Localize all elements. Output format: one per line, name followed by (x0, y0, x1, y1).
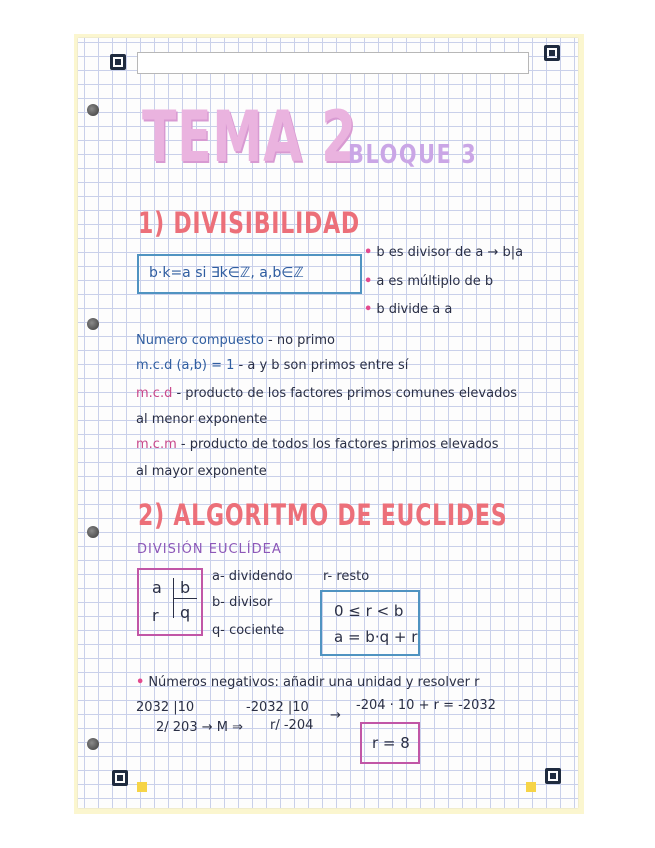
definition-text: - producto de todos los factores primos elevados (180, 437, 499, 452)
definition-continuation: al mayor exponente (136, 464, 267, 479)
definition-line (136, 386, 517, 401)
definition-term: m.c.m (136, 437, 177, 452)
definition-continuation: al menor exponente (136, 412, 268, 427)
page-subtitle: BLOQUE 3 (348, 140, 478, 170)
rules-box (320, 590, 420, 656)
corner-dot-icon (526, 782, 536, 792)
corner-dot-icon (137, 782, 147, 792)
formula-text: b·k=a si ∃k∈ℤ, a,b∈ℤ (149, 265, 304, 281)
definition-term: Numero compuesto (136, 333, 264, 348)
bullet-text: a es múltiplo de b (376, 274, 494, 289)
example-division: -2032 |10 (246, 700, 309, 715)
definition-term: m.c.d (136, 386, 173, 401)
example-division: 2032 |10 (136, 700, 195, 715)
legend-item: q- cociente (212, 623, 285, 638)
definition-text: - a y b son primos entre sí (238, 358, 409, 373)
division-a: a (152, 578, 162, 597)
bullet-item: • a es múltiplo de b (364, 274, 494, 289)
corner-marker-icon (112, 770, 128, 786)
example-division: r/ -204 (270, 718, 314, 733)
rule-text: a = b·q + r (334, 628, 418, 646)
definition-line (136, 358, 408, 373)
division-bar (173, 598, 197, 599)
punch-hole (87, 738, 99, 750)
arrow-icon: → (330, 708, 341, 723)
division-b: b (180, 578, 191, 597)
legend-item: b- divisor (212, 595, 273, 610)
note-line: • Números negativos: añadir una unidad y resolver r (136, 675, 480, 690)
definition-text: - producto de los factores primos comunes elevados (176, 386, 518, 401)
header-field (137, 52, 529, 74)
example-division: 2/ 203 → M ⇒ (156, 720, 243, 735)
resto-label: r- resto (323, 569, 370, 584)
division-r: r (152, 606, 159, 625)
corner-marker-icon (545, 768, 561, 784)
bullet-text: b es divisor de a → b|a (376, 245, 524, 260)
corner-marker-icon (544, 45, 560, 61)
section-heading-euclides: 2) ALGORITMO DE EUCLIDES (138, 498, 508, 532)
page-title: TEMA 2 (142, 96, 357, 178)
punch-hole (87, 318, 99, 330)
bullet-text: b divide a a (376, 302, 453, 317)
corner-marker-icon (110, 54, 126, 70)
definition-text: - no primo (268, 333, 335, 348)
definition-line (136, 437, 499, 452)
division-q: q (180, 603, 191, 622)
definition-line (136, 333, 335, 348)
answer-text: r = 8 (372, 734, 410, 752)
rule-text: 0 ≤ r < b (334, 602, 404, 620)
division-box (137, 568, 203, 636)
punch-hole (87, 526, 99, 538)
section-heading-divisibilidad: 1) DIVISIBILIDAD (138, 206, 360, 240)
example-equation: -204 · 10 + r = -2032 (356, 698, 496, 713)
legend-item: a- dividendo (212, 569, 293, 584)
definition-term: m.c.d (a,b) = 1 (136, 358, 235, 373)
note-text: Números negativos: añadir una unidad y resolver r (148, 675, 480, 690)
bullet-item: • b divide a a (364, 302, 453, 317)
subheading: DIVISIÓN EUCLÍDEA (137, 542, 282, 557)
bullet-item: • b es divisor de a → b|a (364, 245, 524, 260)
punch-hole (87, 104, 99, 116)
